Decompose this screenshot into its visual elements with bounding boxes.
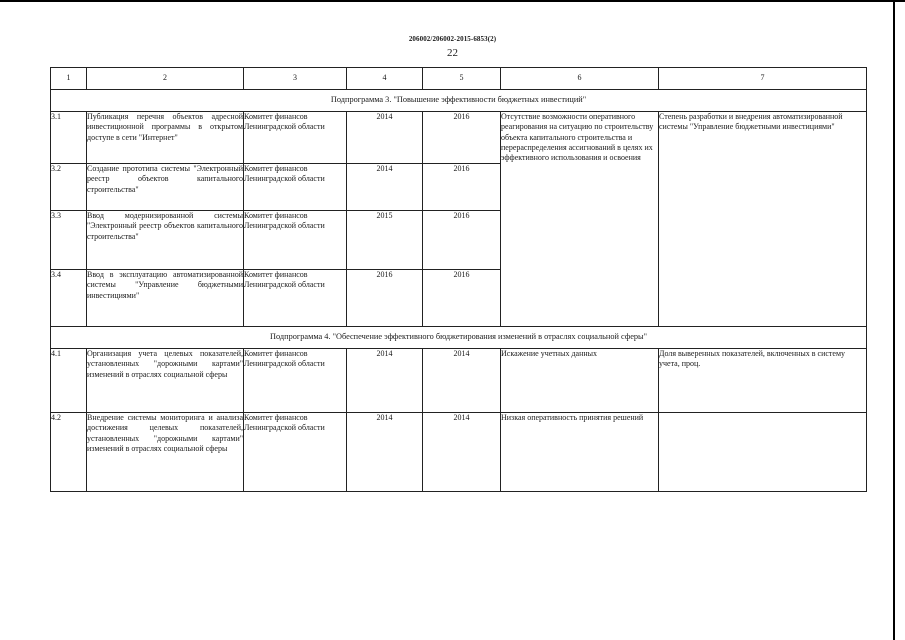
measure-cell: Ввод модернизированной системы "Электронный реестр объектов капитального строительства" (87, 211, 244, 270)
subprogram-heading-row (51, 327, 867, 349)
indicator-cell (659, 413, 867, 492)
measure-cell: Ввод в эксплуатацию автоматизированной системы "Управление бюджетными инвестициями" (87, 270, 244, 327)
end-year-cell: 2014 (423, 413, 501, 492)
subprogram-4-title: Подпрограмма 4. "Обеспечение эффективного бюджетирования изменений в отраслях социальной сферы" (51, 327, 867, 349)
start-year-cell: 2014 (347, 112, 423, 164)
column-header: 5 (423, 68, 501, 90)
indicator-cell: Степень разработки и внедрения автоматизированной системы "Управление бюджетными инвестициями" (659, 112, 867, 327)
start-year-cell: 2014 (347, 164, 423, 211)
end-year-cell: 2016 (423, 270, 501, 327)
consequence-cell: Отсутствие возможности оперативного реагирования на ситуацию по строительству объекта капитального строительства и перераспределения ассигнований в целях их эффективного использования и освоения (501, 112, 659, 327)
table-row (51, 112, 867, 164)
measure-cell: Создание прототипа системы "Электронный реестр объектов капитального строительства" (87, 164, 244, 211)
row-number: 4.1 (51, 349, 87, 413)
indicator-cell: Доля выверенных показателей, включенных в систему учета, проц. (659, 349, 867, 413)
page-number: 22 (447, 47, 458, 59)
end-year-cell: 2016 (423, 112, 501, 164)
executor-cell: Комитет финансов Ленинградской области (244, 211, 347, 270)
executor-cell: Комитет финансов Ленинградской области (244, 270, 347, 327)
column-header: 4 (347, 68, 423, 90)
row-number: 3.2 (51, 164, 87, 211)
row-number: 3.4 (51, 270, 87, 327)
document-code: 206002/206002-2015-6853(2) (408, 35, 497, 43)
consequence-cell: Низкая оперативность принятия решений (501, 413, 659, 492)
end-year-cell: 2014 (423, 349, 501, 413)
executor-cell: Комитет финансов Ленинградской области (244, 164, 347, 211)
executor-cell: Комитет финансов Ленинградской области (244, 413, 347, 492)
start-year-cell: 2015 (347, 211, 423, 270)
end-year-cell: 2016 (423, 211, 501, 270)
consequence-cell: Искажение учетных данных (501, 349, 659, 413)
end-year-cell: 2016 (423, 164, 501, 211)
measure-cell: Публикация перечня объектов адресной инвестиционной программы в открытом доступе в сети "Интернет" (87, 112, 244, 164)
start-year-cell: 2014 (347, 349, 423, 413)
column-header: 1 (51, 68, 87, 90)
table-row (51, 349, 867, 413)
column-header: 3 (244, 68, 347, 90)
scan-border-right (893, 0, 895, 640)
column-header: 7 (659, 68, 867, 90)
measure-cell: Организация учета целевых показателей, установленных "дорожными картами" изменений в отраслях социальной сферы (87, 349, 244, 413)
start-year-cell: 2016 (347, 270, 423, 327)
measure-cell: Внедрение системы мониторинга и анализа достижения целевых показателей, установленных "дорожными картами" изменений в отраслях социальной сферы (87, 413, 244, 492)
executor-cell: Комитет финансов Ленинградской области (244, 112, 347, 164)
row-number: 4.2 (51, 413, 87, 492)
row-number: 3.3 (51, 211, 87, 270)
subprogram-3-title: Подпрограмма 3. "Повышение эффективности бюджетных инвестиций" (51, 90, 867, 112)
table-row (51, 413, 867, 492)
subprogram-heading-row (51, 90, 867, 112)
column-header-row (51, 68, 867, 90)
measures-table (50, 67, 867, 492)
column-header: 6 (501, 68, 659, 90)
scan-border-top (0, 0, 905, 2)
column-header: 2 (87, 68, 244, 90)
executor-cell: Комитет финансов Ленинградской области (244, 349, 347, 413)
start-year-cell: 2014 (347, 413, 423, 492)
row-number: 3.1 (51, 112, 87, 164)
